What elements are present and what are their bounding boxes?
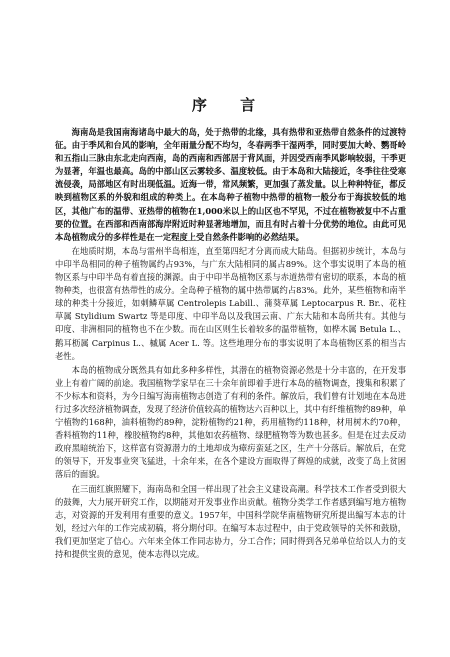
- paragraph-3: 本岛的植物成分既然具有如此多种多样性，其潜在的植物资源必然是十分丰富的，在开发事业上有着广阔的前途。我国植物学家早在三十余年前即着手进行本岛的植物调查，搜集和积累了不少标本和资料，为今日编写海南植物志创造了有利的条件。解放后，我们曾有计划地在本岛进行过多次经济植物调查，发现了经济价值较高的植物达六百种以上，其中有纤维植物约89种，单宁植物约168种，油料植物约89种，淀粉植物约21种，药用植物约118种，材用树木约70种，香料植物约11种，橡胶植物约8种，其他如农药植物、绿肥植物等为数也甚多。但是在过去反动政府黑暗统治下，这样富有资源潜力的土地却成为瘴疠蛮延之区，生产十分落后。解放后，在党的领导下，开发事业突飞猛进，十余年来，在各个建设方面取得了辉煌的成就，改变了岛上贫困落后的面貌。: [55, 364, 406, 480]
- paragraph-1: 海南岛是我国南海诸岛中最大的岛，处于热带的北缘，具有热带和亚热带自然条件的过渡特征。由于季风和台风的影响，全年雨量分配不均匀，冬春两季干湿两季，同时要加大岭、鹦哥岭和五指山三脉由东北走向西南，岛的西南和西部居于背风面，并因受西南季风影响较弱，干季更为显著，年温也最高。岛的中部山区云雾较多、温度较低。由于本岛和大陆接近，冬季往往受寒流侵袭，局部地区有时出现低温。近海一带，常风频繁，更加强了蒸发量。以上种种特征，都反映到植物区系的外貌和组成的种类上。在本岛种子植物中热带的植物一般分布于海拔较低的地区，其他广布的温带、亚热带的植物在1,000米以上的山区也不罕见，不过在植物被复中不占重要的位置。在西部和西南部海岸附近时种显著地增加，而且有时占着十分优势的地位。由此可见本岛植物成分的多样性是在一定程度上受自然条件影响的必然结果。: [55, 127, 406, 242]
- paragraph-2: 在地质时期，本岛与雷州半岛相连，直至第四纪才分离而成大陆岛。但据初步统计，本岛与中印半岛相同的种子植物属约占93%，与广东大陆相同的属占89%。这个事实说明了本岛的植物区系与中印半岛有着直接的渊源。由于中印半岛植物区系与赤道热带有密切的联系，本岛的植物种类，也很富有热带性的成分。全岛种子植物的属中热带属约占83%。此外，某些植物和南半球的种类十分接近，如刺鳞草属 Centrolepis Labill.、蒲葵草属 Leptocarpus R. Br.、花柱草属 Stylidium Swartz 等是印度、中印半岛以及我国云南、广东大陆和本岛所共有。其他与印度、非洲相同的植物也不在少数。而在山区则生长着较多的温带植物，如桦木属 Betula L.、鹅耳枥属 Carpinus L.、槭属 Acer L. 等。这些地理分布的事实说明了本岛植物区系的相当古老性。: [55, 245, 406, 361]
- paragraph-4: 在三面红旗照耀下，海南岛和全国一样出现了社会主义建设高潮。科学技术工作者受到很大的鼓舞，大力展开研究工作，以期能对开发事业作出贡献。植物分类学工作者感到编写地方植物志，对资源的开发利用有重要的意义。1957年，中国科学院华南植物研究所提出编写本志的计划，经过六年的工作完成初稿，将分期付印。在编写本志过程中，由于党政领导的关怀和鼓励，我们更加坚定了信心。六年来全体工作同志协力，分工合作；同时得到各兄弟单位给以人力的支持和提供宝贵的意见，使本志得以完成。: [55, 483, 406, 559]
- page-title: 序 言: [191, 96, 270, 114]
